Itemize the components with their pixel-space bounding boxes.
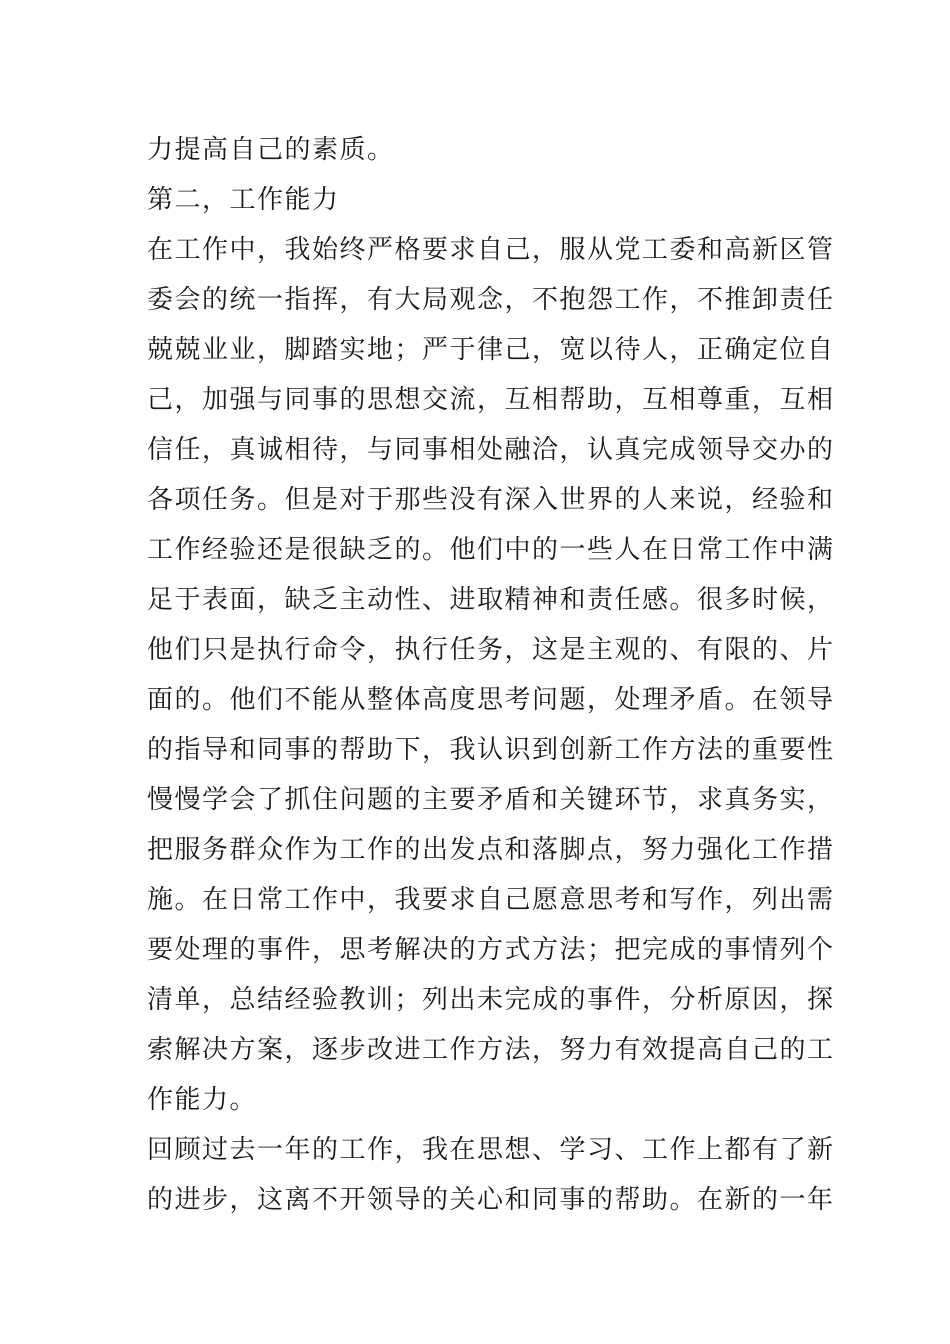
- text-line: 足于表面，缺乏主动性、进取精神和责任感。很多时候，: [147, 585, 835, 615]
- text-line: 工作经验还是很缺乏的。他们中的一些人在日常工作中满: [147, 535, 835, 565]
- text-line: 在工作中，我始终严格要求自己，服从党工委和高新区管: [147, 235, 835, 265]
- text-line: 的指导和同事的帮助下，我认识到创新工作方法的重要性: [147, 735, 835, 765]
- text-line: 兢兢业业，脚踏实地；严于律己，宽以待人，正确定位自: [147, 335, 835, 365]
- text-line: 要处理的事件，思考解决的方式方法；把完成的事情列个: [147, 935, 835, 965]
- text-line: 己，加强与同事的思想交流，互相帮助，互相尊重，互相: [147, 385, 835, 415]
- text-line: 慢慢学会了抓住问题的主要矛盾和关键环节，求真务实，: [147, 785, 835, 815]
- text-line: 回顾过去一年的工作，我在思想、学习、工作上都有了新: [147, 1135, 835, 1165]
- text-line: 索解决方案，逐步改进工作方法，努力有效提高自己的工: [147, 1035, 835, 1065]
- text-line: 施。在日常工作中，我要求自己愿意思考和写作，列出需: [147, 885, 835, 915]
- section-heading: 第二，工作能力: [147, 185, 340, 215]
- text-line: 把服务群众作为工作的出发点和落脚点，努力强化工作措: [147, 835, 835, 865]
- text-line: 各项任务。但是对于那些没有深入世界的人来说，经验和: [147, 485, 835, 515]
- text-line: 作能力。: [147, 1085, 258, 1115]
- text-line: 面的。他们不能从整体高度思考问题，处理矛盾。在领导: [147, 685, 835, 715]
- text-line: 清单，总结经验教训；列出未完成的事件，分析原因，探: [147, 985, 835, 1015]
- text-line: 委会的统一指挥，有大局观念，不抱怨工作，不推卸责任: [147, 285, 835, 315]
- text-line: 信任，真诚相待，与同事相处融洽，认真完成领导交办的: [147, 435, 835, 465]
- text-line: 他们只是执行命令，执行任务，这是主观的、有限的、片: [147, 635, 835, 665]
- text-line: 力提高自己的素质。: [147, 135, 395, 165]
- text-line: 的进步，这离不开领导的关心和同事的帮助。在新的一年: [147, 1185, 835, 1215]
